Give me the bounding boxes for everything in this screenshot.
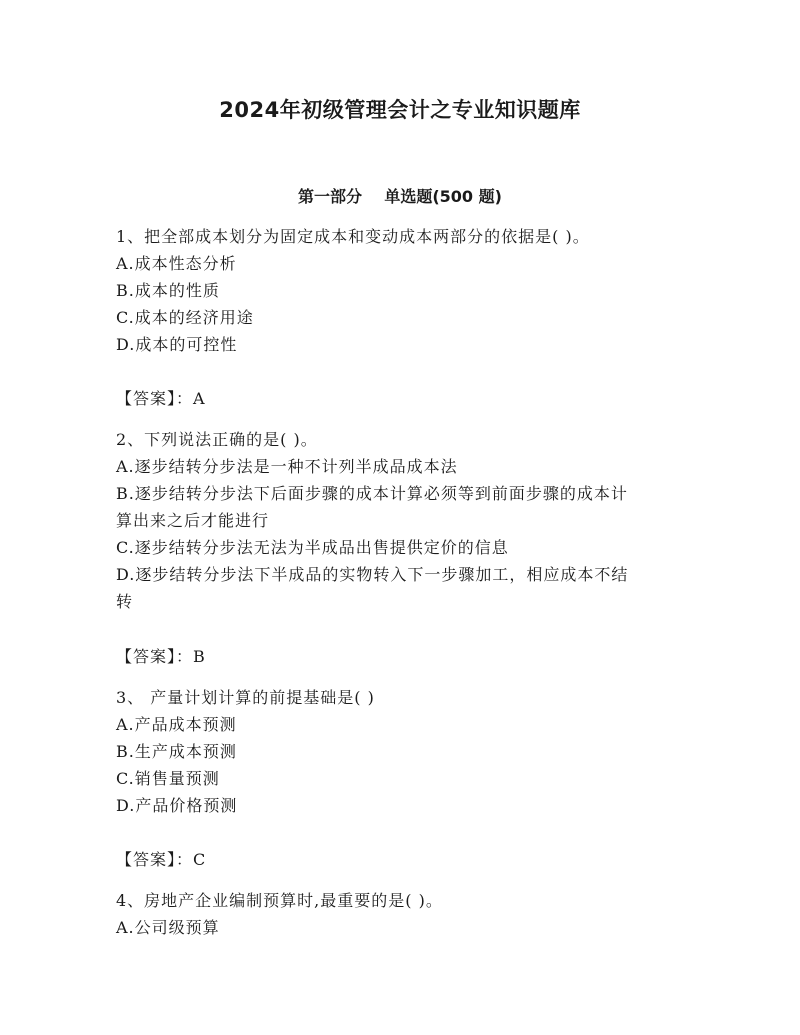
option-c: C.逐步结转分步法无法为半成品出售提供定价的信息 <box>116 538 509 557</box>
option-b: B.成本的性质 <box>116 281 220 300</box>
question-4 <box>116 887 676 941</box>
option-b: B.生产成本预测 <box>116 742 237 761</box>
answer-2: 【答案】：B <box>116 647 206 666</box>
question-stem: 2、下列说法正确的是( )。 <box>116 430 318 449</box>
option-a: A.成本性态分析 <box>116 254 237 273</box>
option-d-continued: 转 <box>116 592 134 611</box>
question-1 <box>116 223 676 358</box>
option-c: C.销售量预测 <box>116 769 220 788</box>
option-c: C.成本的经济用途 <box>116 308 254 327</box>
answer-1: 【答案】：A <box>116 389 206 408</box>
section-title: 第一部分 单选题(500 题) <box>298 187 502 206</box>
option-d: D.逐步结转分步法下半成品的实物转入下一步骤加工，相应成本不结 <box>116 565 629 584</box>
question-stem: 3、 产量计划计算的前提基础是( ) <box>116 688 375 707</box>
option-d: D.产品价格预测 <box>116 796 238 815</box>
option-a: A.公司级预算 <box>116 918 220 937</box>
answer-3: 【答案】：C <box>116 850 207 869</box>
option-b: B.逐步结转分步法下后面步骤的成本计算必须等到前面步骤的成本计 <box>116 484 628 503</box>
question-stem: 4、房地产企业编制预算时,最重要的是( )。 <box>116 891 443 910</box>
option-a: A.逐步结转分步法是一种不计列半成品成本法 <box>116 457 458 476</box>
document-title: 2024年初级管理会计之专业知识题库 <box>219 98 581 122</box>
option-b-continued: 算出来之后才能进行 <box>116 511 270 530</box>
question-stem: 1、把全部成本划分为固定成本和变动成本两部分的依据是( )。 <box>116 227 590 246</box>
option-d: D.成本的可控性 <box>116 335 238 354</box>
question-3 <box>116 684 676 819</box>
question-2 <box>116 426 676 615</box>
option-a: A.产品成本预测 <box>116 715 237 734</box>
